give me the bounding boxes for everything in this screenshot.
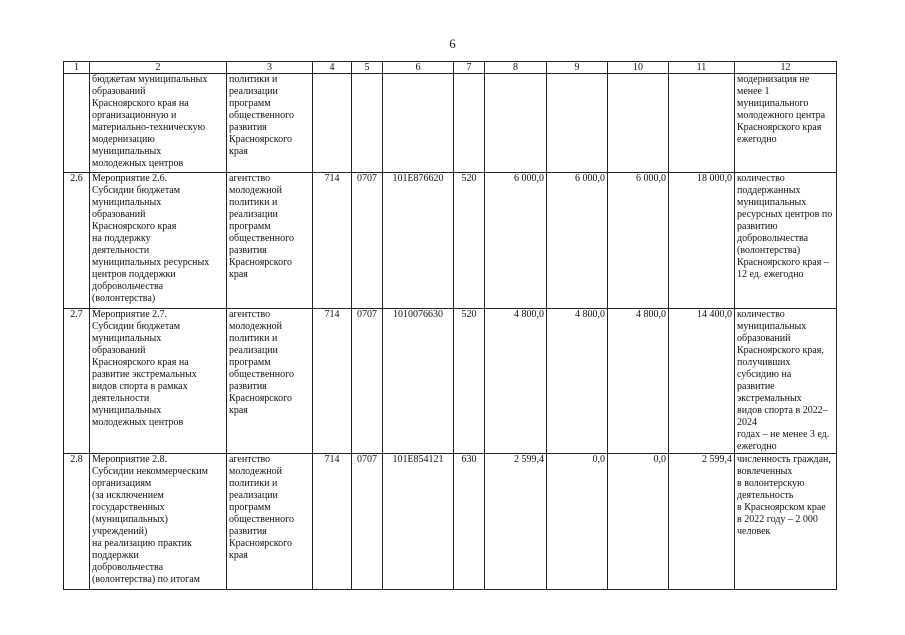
amount-cell <box>485 74 547 173</box>
code-cell <box>383 74 454 173</box>
code-cell: 520 <box>454 173 485 309</box>
amount-cell: 2 599,4 <box>485 454 547 590</box>
table-row <box>64 454 837 590</box>
row-number-cell: 2.7 <box>64 309 90 454</box>
amount-cell <box>669 74 735 173</box>
amount-cell: 0,0 <box>608 454 669 590</box>
code-cell: 714 <box>313 173 352 309</box>
row-number-cell <box>64 74 90 173</box>
result-cell: количество муниципальных образований Красноярского края, получивших субсидию на развитие экстремальных видов спорта в 2022–2024 годах – не менее 3 ед. ежегодно <box>735 309 837 454</box>
column-header: 7 <box>454 62 485 74</box>
measure-cell: Мероприятие 2.6. Субсидии бюджетам муниципальных образований Красноярского края на поддержку деятельности муниципальных ресурсных центров поддержки добровольчества (волонтерства) <box>90 173 227 309</box>
amount-cell: 0,0 <box>547 454 608 590</box>
column-header: 8 <box>485 62 547 74</box>
amount-cell: 14 400,0 <box>669 309 735 454</box>
column-header: 10 <box>608 62 669 74</box>
measure-cell: бюджетам муниципальных образований Красноярского края на организационную и материально-техническую модернизацию муниципальных молодежных центров <box>90 74 227 173</box>
code-cell <box>313 74 352 173</box>
table-row <box>64 309 837 454</box>
executor-cell: агентство молодежной политики и реализации программ общественного развития Красноярского края <box>227 454 313 590</box>
measure-cell: Мероприятие 2.7. Субсидии бюджетам муниципальных образований Красноярского края на развитие экстремальных видов спорта в рамках деятельности муниципальных молодежных центров <box>90 309 227 454</box>
code-cell: 1010076630 <box>383 309 454 454</box>
table-row <box>64 74 837 173</box>
amount-cell: 4 800,0 <box>547 309 608 454</box>
amount-cell <box>547 74 608 173</box>
amount-cell: 18 000,0 <box>669 173 735 309</box>
code-cell: 101E854121 <box>383 454 454 590</box>
row-number-cell: 2.8 <box>64 454 90 590</box>
row-number-cell: 2.6 <box>64 173 90 309</box>
column-header: 2 <box>90 62 227 74</box>
amount-cell: 6 000,0 <box>608 173 669 309</box>
code-cell <box>454 74 485 173</box>
column-header: 5 <box>352 62 383 74</box>
code-cell <box>352 74 383 173</box>
column-header: 3 <box>227 62 313 74</box>
amount-cell: 6 000,0 <box>485 173 547 309</box>
amount-cell: 4 800,0 <box>485 309 547 454</box>
executor-cell: политики и реализации программ общественного развития Красноярского края <box>227 74 313 173</box>
result-cell: модернизация не менее 1 муниципального молодежного центра Красноярского края ежегодно <box>735 74 837 173</box>
column-header: 11 <box>669 62 735 74</box>
result-cell: количество поддержанных муниципальных ресурсных центров по развитию добровольчества (волонтерства) Красноярского края – 12 ед. ежегодно <box>735 173 837 309</box>
code-cell: 0707 <box>352 173 383 309</box>
measure-cell: Мероприятие 2.8. Субсидии некоммерческим организациям (за исключением государственных (муниципальных) учреждений) на реализацию практик поддержки добровольчества (волонтерства) по итогам <box>90 454 227 590</box>
column-header: 12 <box>735 62 837 74</box>
result-cell: численность граждан, вовлеченных в волонтерскую деятельность в Красноярском крае в 2022 году – 2 000 человек <box>735 454 837 590</box>
executor-cell: агентство молодежной политики и реализации программ общественного развития Красноярского края <box>227 173 313 309</box>
amount-cell: 4 800,0 <box>608 309 669 454</box>
amount-cell: 6 000,0 <box>547 173 608 309</box>
table-row <box>64 173 837 309</box>
code-cell: 520 <box>454 309 485 454</box>
code-cell: 714 <box>313 454 352 590</box>
code-cell: 0707 <box>352 309 383 454</box>
code-cell: 0707 <box>352 454 383 590</box>
page-number: 6 <box>449 36 456 51</box>
code-cell: 714 <box>313 309 352 454</box>
column-header: 6 <box>383 62 454 74</box>
code-cell: 101E876620 <box>383 173 454 309</box>
column-header: 1 <box>64 62 90 74</box>
code-cell: 630 <box>454 454 485 590</box>
column-header: 9 <box>547 62 608 74</box>
column-header: 4 <box>313 62 352 74</box>
column-number-row <box>64 62 837 74</box>
amount-cell <box>608 74 669 173</box>
budget-table <box>63 61 837 590</box>
amount-cell: 2 599,4 <box>669 454 735 590</box>
executor-cell: агентство молодежной политики и реализации программ общественного развития Красноярского края <box>227 309 313 454</box>
